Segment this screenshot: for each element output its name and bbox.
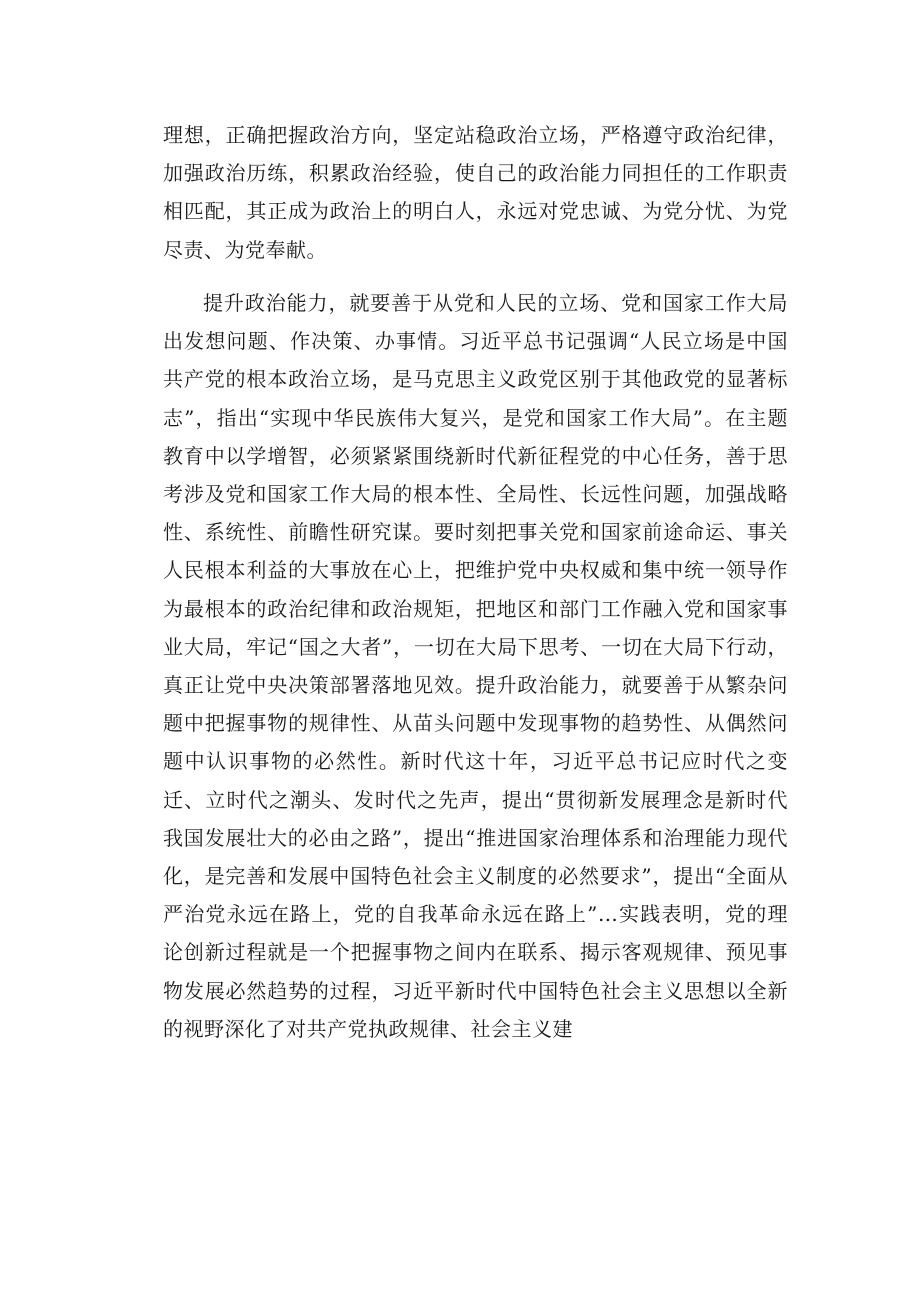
paragraph-political-ability: 提升政治能力，就要善于从党和人民的立场、党和国家工作大局出发想问题、作决策、办事情。习近平总书记强调“人民立场是中国共产党的根本政治立场，是马克思主义政党区别于其他政党的显著标志”，指出“实现中华民族伟大复兴，是党和国家工作大局”。在主题教育中以学增智，必须紧紧围绕新时代新征程党的中心任务，善于思考涉及党和国家工作大局的根本性、全局性、长远性问题，加强战略性、系统性、前瞻性研究谋。要时刻把事关党和国家前途命运、事关人民根本利益的大事放在心上，把维护党中央权威和集中统一领导作为最根本的政治纪律和政治规矩，把地区和部门工作融入党和国家事业大局，牢记“国之大者”，一切在大局下思考、一切在大局下行动，真正让党中央决策部署落地见效。提升政治能力，就要善于从繁杂问题中把握事物的规律性、从苗头问题中发现事物的趋势性、从偶然问题中认识事物的必然性。新时代这十年，习近平总书记应时代之变迁、立时代之潮头、发时代之先声，提出“贯彻新发展理念是新时代我国发展壮大的必由之路”，提出“推进国家治理体系和治理能力现代化，是完善和发展中国特色社会主义制度的必然要求”，提出“全面从严治党永远在路上，党的自我革命永远在路上”…实践表明，党的理论创新过程就是一个把握事物之间内在联系、揭示客观规律、预见事物发展必然趋势的过程，习近平新时代中国特色社会主义思想以全新的视野深化了对共产党执政规律、社会主义建 — [163, 291, 788, 1041]
paragraph-continued: 理想，正确把握政治方向，坚定站稳政治立场，严格遵守政治纪律，加强政治历练，积累政治经验，使自己的政治能力同担任的工作职责相匹配，其正成为政治上的明白人，永远对党忠诚、为党分忧、为党尽责、为党奉献。 — [163, 123, 788, 262]
